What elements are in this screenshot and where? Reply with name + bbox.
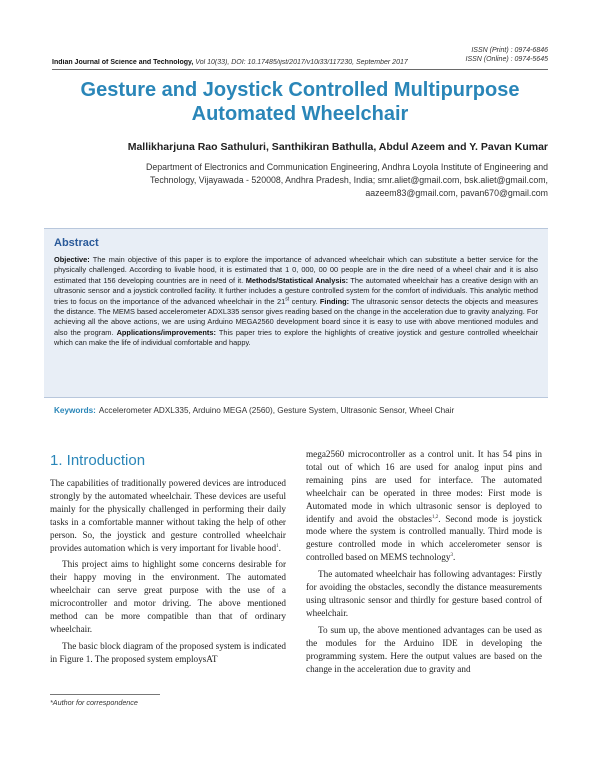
- affiliation-line-2: Technology, Vijayawada - 520008, Andhra Pradesh, India; smr.aliet@gmail.com, bsk.aliet@gmail.com,: [150, 175, 548, 185]
- intro-r1b: . Second mode is joystick mode where the system is controlled manually. Third mode is gesture controlled mode in which accelerometer sensor is controlled based on MEMS technology: [306, 513, 542, 563]
- intro-paragraph-6: To sum up, the above mentioned advantages can be used as the modules for the Arduino IDE in developing the programming system. Here the output values are based on the change in the acceleration due to gravity and: [306, 624, 542, 674]
- paper-title: [60, 78, 540, 126]
- applications-text: This paper tries to explore the highlights of creative joystick and gesture controlled wheelchair which can make the life of individual comfortable and happy.: [54, 327, 538, 348]
- citation-superscript: 1,2: [431, 514, 439, 520]
- header-divider: [52, 69, 548, 70]
- intro-paragraph-5: The automated wheelchair has following advantages: Firstly for avoiding the obstacles, secondly the distance measurements using ultrasonic sensor and thirdly for gesture based control of wheelchair.: [306, 569, 542, 618]
- footnote: *Author for correspondence: [50, 698, 138, 707]
- abstract-heading: Abstract: [54, 237, 99, 249]
- journal-name: Indian Journal of Science and Technology,: [52, 59, 194, 66]
- journal-citation: [52, 59, 548, 66]
- intro-r1c: .: [452, 552, 456, 563]
- introduction-heading: 1. Introduction: [50, 452, 146, 469]
- citation-superscript: 1: [276, 543, 279, 549]
- citation-superscript: 3: [450, 553, 453, 559]
- affiliation: [80, 161, 548, 200]
- abstract-box: [44, 228, 548, 398]
- intro-paragraph-4: [306, 448, 542, 564]
- intro-p1-text: The capabilities of traditionally powered devices are introduced strongly by the automated wheelchair. These devices are useful mainly for the physically challenged in performing their daily tasks in a comfortable manner without taking the help of other person. So, the joystick and gesture controlled wheelchair provides automation which is very important for livable hood: [50, 478, 286, 553]
- finding-text: The ultrasonic sensor detects the objects and measures the distance. The MEMS based accelerometer ADXL335 sensor gives reading based on the change in the acceleration due to gravity analyzing. For achieving all the above actions, we are using Arduino MEGA2560 development board since it is easy to use with above mentioned modules and also the program.: [54, 296, 538, 337]
- objective-label: Objective:: [54, 255, 90, 264]
- right-column: [306, 448, 542, 679]
- keywords-text: Accelerometer ADXL335, Arduino MEGA (2560), Gesture System, Ultrasonic Sensor, Wheel Chair: [98, 406, 455, 415]
- objective-text: The main objective of this paper is to explore the importance of advanced wheelchair which can substitute a better service for the physically challenged. According to livable hood, it is estimated that 1 0, 000, 00 00 people are in the dire need of a wheel chair and it is also estimated that 156 developing countries are in need of it.: [54, 255, 538, 285]
- intro-paragraph-3: The basic block diagram of the proposed system is indicated in Figure 1. The proposed system employsAT: [50, 640, 286, 664]
- issn-print: ISSN (Print) : 0974-6846: [471, 47, 548, 54]
- affiliation-line-3: aazeem83@gmail.com, pavan670@gmail.com: [365, 188, 548, 198]
- finding-label: Finding:: [319, 296, 350, 306]
- left-column: [50, 477, 286, 670]
- abstract-body: [54, 255, 538, 349]
- intro-r1a: mega2560 microcontroller as a control unit. It has 54 pins in total out of which 16 are used for analog input pins and remaining pins are used for interface. The automated wheelchair can be operated in three modes: First mode is Automated mode in which ultrasonic sensor is deployed to identify and avoid the obstacles: [306, 449, 542, 524]
- methods-superscript: st: [285, 296, 290, 303]
- intro-paragraph-2: This project aims to highlight some concerns desirable for their happy moving in the environment. The automated wheelchair can serve great purpose with the use of a microcontroller and motor driving. The above mentioned method can be more compatible than that of ordinary wheelchair.: [50, 559, 286, 634]
- title-line-1: Gesture and Joystick Controlled Multipurpose: [80, 79, 520, 101]
- footnote-divider: [50, 694, 160, 695]
- keywords-label: Keywords:: [54, 406, 96, 415]
- title-line-2: Automated Wheelchair: [191, 103, 409, 125]
- methods-label: Methods/Statistical Analysis:: [245, 275, 349, 285]
- issn-online: ISSN (Online) : 0974-5645: [465, 56, 548, 63]
- author-list: Mallikharjuna Rao Sathuluri, Santhikiran Bathulla, Abdul Azeem and Y. Pavan Kumar: [127, 141, 548, 153]
- intro-paragraph-1: [50, 477, 286, 554]
- keywords: [54, 406, 548, 415]
- methods-tail: century.: [289, 296, 320, 306]
- citation-details: Vol 10(33), DOI: 10.17485/ijst/2017/v10i33/117230, September 2017: [195, 59, 408, 66]
- affiliation-line-1: Department of Electronics and Communication Engineering, Andhra Loyola Institute of Engineering and: [146, 162, 548, 172]
- methods-text: The automated wheelchair has a creative design with an ultrasonic sensor and a joystick controlled facility. It further includes a gesture controlled system for the comfort of individuals. This analytic method tries to focus on the importance of the advanced wheelchair in the 21: [54, 275, 538, 306]
- applications-label: Applications/improvements:: [116, 327, 216, 337]
- intro-p1-end: .: [278, 542, 281, 553]
